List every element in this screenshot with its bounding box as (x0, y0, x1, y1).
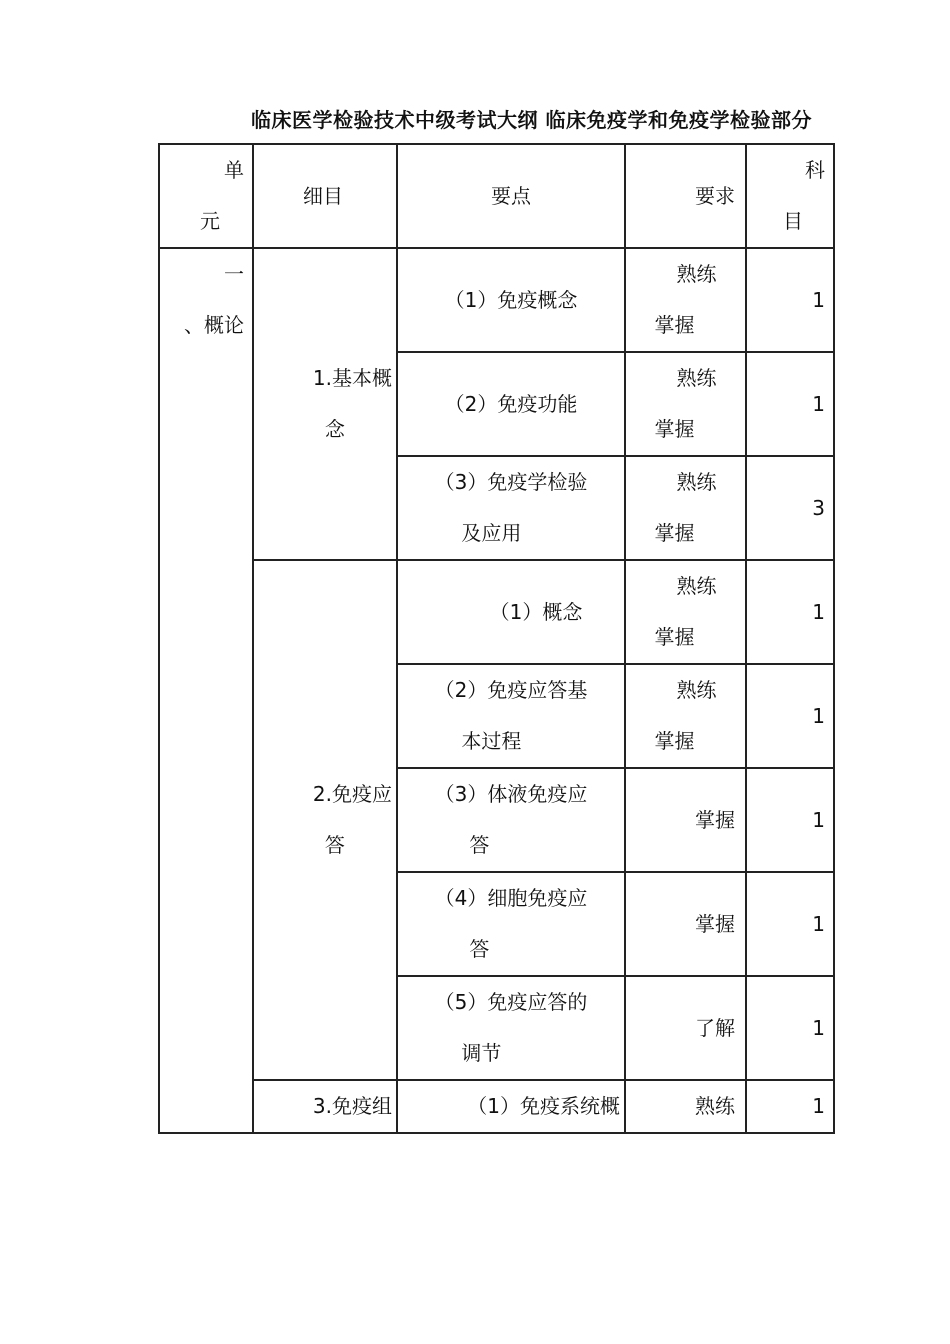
point-line2: 调节 (461, 1041, 502, 1065)
point-cell (397, 560, 625, 664)
point-line1: （1）概念 (489, 599, 583, 624)
req-line2: 掌握 (654, 417, 695, 441)
point-line2: 及应用 (461, 521, 522, 545)
point-cell (397, 872, 625, 976)
unit-cell (159, 248, 253, 1133)
point-cell (397, 248, 625, 352)
requirement-cell (625, 664, 746, 768)
requirement-cell (625, 1080, 746, 1133)
subject-cell (746, 664, 834, 768)
header-requirement (625, 144, 746, 248)
subject-value: 1 (812, 599, 825, 624)
point-line1: （5）免疫应答的 (434, 990, 588, 1014)
point-line2: 本过程 (461, 729, 522, 753)
subject-cell (746, 248, 834, 352)
header-detail (253, 144, 397, 248)
table-row (159, 248, 834, 352)
req-line1: 掌握 (695, 807, 735, 832)
subject-value: 1 (812, 703, 825, 728)
point-cell (397, 352, 625, 456)
detail-line1: 2.免疫应 (312, 782, 392, 806)
point-line1: （3）免疫学检验 (434, 470, 588, 494)
requirement-cell (625, 560, 746, 664)
subject-value: 1 (812, 287, 825, 312)
point-line2: 答 (469, 833, 490, 857)
header-unit-line2: 元 (200, 209, 220, 233)
requirement-cell (625, 976, 746, 1080)
table-row (159, 560, 834, 664)
subject-value: 1 (812, 911, 825, 936)
req-line1: 熟练 (676, 470, 717, 494)
point-line1: （1）免疫概念 (444, 287, 578, 312)
subject-cell (746, 456, 834, 560)
header-requirement-label: 要求 (695, 183, 735, 208)
detail-line2: 答 (324, 833, 345, 857)
detail-cell (253, 560, 397, 1080)
header-subject-line1: 科 (805, 158, 825, 182)
detail-line1: 1.基本概 (312, 366, 392, 390)
requirement-cell (625, 352, 746, 456)
subject-value: 1 (812, 1094, 825, 1118)
subject-cell (746, 768, 834, 872)
header-subject-line2: 目 (783, 209, 803, 233)
detail-line2: 念 (324, 417, 345, 441)
requirement-cell (625, 768, 746, 872)
point-line1: （1）免疫系统概 (467, 1094, 620, 1118)
header-row (159, 144, 834, 248)
detail-line1: 3.免疫组 (312, 1094, 392, 1118)
req-line2: 掌握 (654, 521, 695, 545)
point-line2: 答 (469, 937, 490, 961)
point-line1: （4）细胞免疫应 (434, 886, 588, 910)
subject-value: 1 (812, 391, 825, 416)
table-row (159, 1080, 834, 1133)
req-line1: 熟练 (676, 678, 717, 702)
point-cell (397, 664, 625, 768)
point-line1: （3）体液免疫应 (434, 782, 588, 806)
header-subject (746, 144, 834, 248)
point-cell (397, 456, 625, 560)
req-line2: 掌握 (654, 313, 695, 337)
detail-cell (253, 248, 397, 560)
syllabus-table (158, 143, 835, 1134)
subject-value: 1 (812, 1015, 825, 1040)
detail-cell (253, 1080, 397, 1133)
subject-value: 1 (812, 807, 825, 832)
subject-cell (746, 872, 834, 976)
req-line2: 掌握 (654, 729, 695, 753)
req-line1: 掌握 (695, 911, 735, 936)
subject-cell (746, 560, 834, 664)
requirement-cell (625, 248, 746, 352)
req-line1: 熟练 (676, 262, 717, 286)
header-detail-label: 细目 (303, 183, 343, 208)
requirement-cell (625, 456, 746, 560)
subject-cell (746, 976, 834, 1080)
subject-cell (746, 1080, 834, 1133)
unit-line1: 一 (224, 262, 244, 286)
document-title: 临床医学检验技术中级考试大纲 临床免疫学和免疫学检验部分 (251, 108, 812, 132)
header-point-label: 要点 (491, 183, 531, 208)
req-line1: 了解 (695, 1015, 735, 1040)
unit-line2: 、概论 (184, 313, 244, 337)
requirement-cell (625, 872, 746, 976)
header-unit-line1: 单 (224, 158, 244, 182)
point-line1: （2）免疫功能 (444, 391, 578, 416)
subject-value: 3 (812, 495, 825, 520)
req-line1: 熟练 (695, 1094, 735, 1118)
subject-cell (746, 352, 834, 456)
point-cell (397, 1080, 625, 1133)
point-cell (397, 976, 625, 1080)
header-unit (159, 144, 253, 248)
req-line1: 熟练 (676, 366, 717, 390)
header-point (397, 144, 625, 248)
req-line2: 掌握 (654, 625, 695, 649)
point-line1: （2）免疫应答基 (434, 678, 588, 702)
point-cell (397, 768, 625, 872)
req-line1: 熟练 (676, 574, 717, 598)
